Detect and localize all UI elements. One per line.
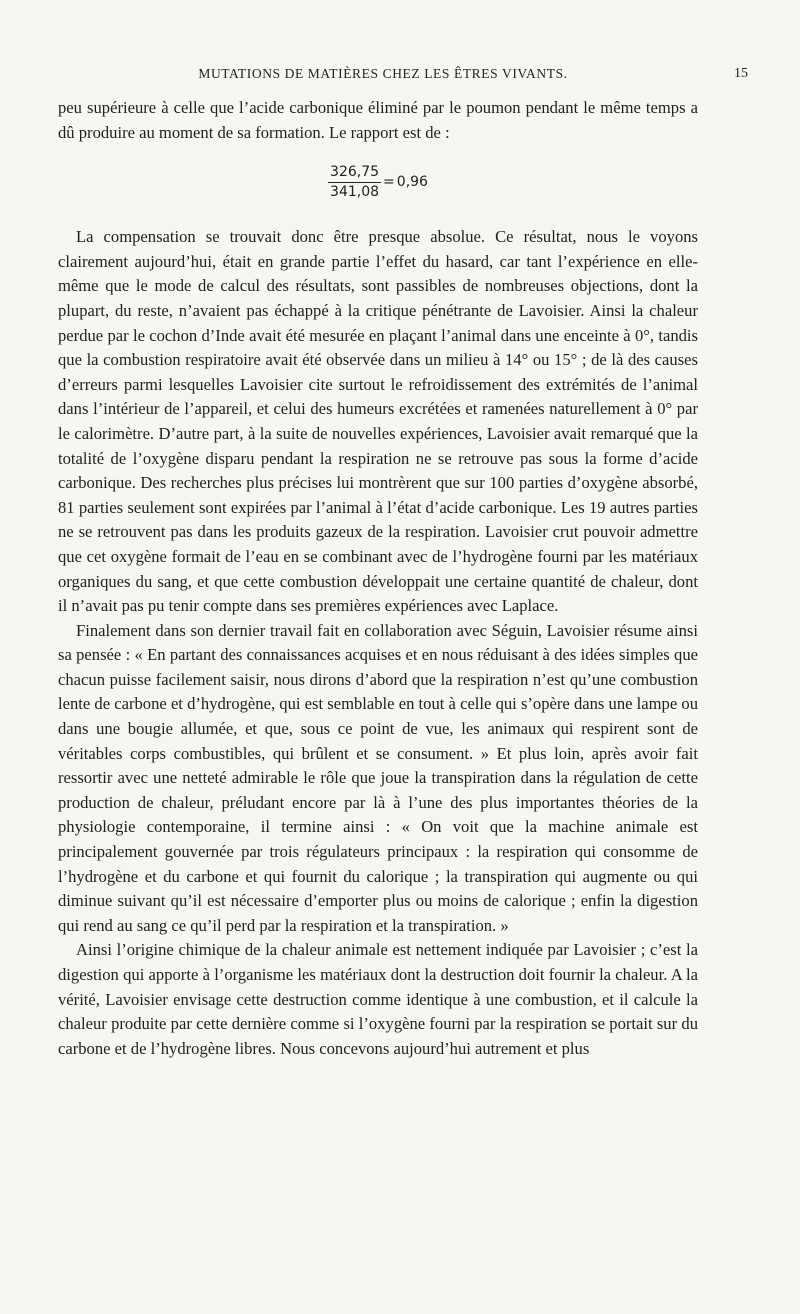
formula-result: 0,96 <box>396 173 428 190</box>
formula-numerator: 326,75 <box>328 164 381 183</box>
formula-equals-sign: = <box>383 173 395 190</box>
body-text <box>58 96 698 1061</box>
running-header <box>58 66 748 86</box>
running-title: MUTATIONS DE MATIÈRES CHEZ LES ÊTRES VIVANTS. <box>198 66 568 81</box>
formula-denominator: 341,08 <box>330 183 380 200</box>
ratio-formula <box>58 157 698 207</box>
paragraph-4: Ainsi l’origine chimique de la chaleur animale est nettement indiquée par Lavoisier ; c’est la digestion qui apporte à l’organisme les matériaux dont la destruction doit fournir la chaleur. A la vérité, Lavoisier envisage cette destruction comme identique à une combustion, et il calcule la chaleur produite par cette dernière comme si l’oxygène fourni par la respiration se portait sur du carbone et de l’hydrogène libres. Nous concevons aujourd’hui autrement et plus <box>58 940 698 1058</box>
page-number: 15 <box>734 66 748 81</box>
fraction <box>328 164 381 201</box>
paragraph-3: Finalement dans son dernier travail fait en collaboration avec Séguin, Lavoisier résume ainsi sa pensée : « En partant des connaissances acquises et en nous réduisant à des idées simples que chacun puisse facilement saisir, nous dirons d’abord que la respiration n’est qu’une combustion lente de carbone et d’hydrogène, qui est semblable en tout à celle qui s’opère dans une lampe ou dans une bougie allumée, et que, sous ce point de vue, les animaux qui respirent sont de véritables corps combustibles, qui brûlent et se consument. » Et plus loin, après avoir fait ressortir avec une netteté admirable le rôle que joue la transpiration dans la régulation de cette production de chaleur, préludant encore par là à l’une des plus importantes théories de la physiologie contemporaine, il termine ainsi : « On voit que la machine animale est principalement gouvernée par trois régulateurs principaux : la respiration qui consomme de l’hydrogène et du carbone et qui fournit du calorique ; la transpiration qui augmente ou qui diminue suivant qu’il est nécessaire d’emporter plus ou moins de calorique ; enfin la digestion qui rend au sang ce qu’il perd par la respiration et la transpiration. » <box>58 620 698 935</box>
paragraph-2: La compensation se trouvait donc être presque absolue. Ce résultat, nous le voyons clairement aujourd’hui, était en grande partie l’effet du hasard, car tant l’expérience en elle-même que le mode de calcul des résultats, sont passibles de nombreuses objections, dont la plupart, du reste, n’avaient pas échappé à la critique pénétrante de Lavoisier. Ainsi la chaleur perdue par le cochon d’Inde avait été mesurée en plaçant l’animal dans une enceinte à 0°, tandis que la combustion respiratoire avait été observée dans un milieu à 14° ou 15° ; de là des causes d’erreurs parmi lesquelles Lavoisier cite surtout le refroidissement des extrémités de l’animal dans l’intérieur de l’appareil, et celui des humeurs excrétées et ramenées naturellement à 0° par le calorimètre. D’autre part, à la suite de nouvelles expériences, Lavoisier avait remarqué que la totalité de l’oxygène disparu pendant la respiration ne se retrouve pas sous la forme d’acide carbonique. Des recherches plus précises lui montrèrent que sur 100 parties d’oxygène absorbé, 81 parties seulement sont expirées par l’animal à l’état d’acide carbonique. Les 19 autres parties ne se retrouvent pas dans les produits gazeux de la respiration. Lavoisier crut pouvoir admettre que cet oxygène formait de l’eau en se combinant avec de l’hydrogène fourni par les matériaux organiques du sang, et que cette combustion développait une certaine quantité de chaleur, dont il n’avait pas pu tenir compte dans ses premières expériences avec Laplace. <box>58 227 698 616</box>
paragraph-1: peu supérieure à celle que l’acide carbonique éliminé par le poumon pendant le même temps a dû produire au moment de sa formation. Le rapport est de : <box>58 98 698 142</box>
